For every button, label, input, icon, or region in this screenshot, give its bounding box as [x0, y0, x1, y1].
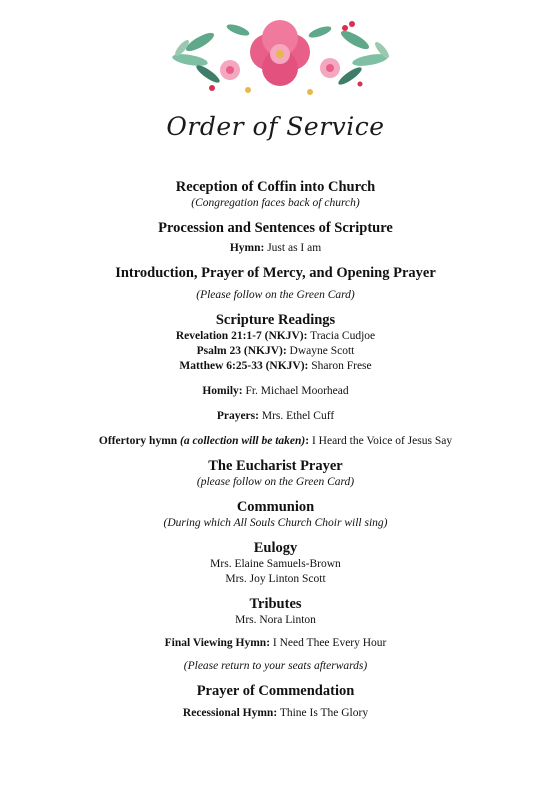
eulogy-name: Mrs. Joy Linton Scott [225, 573, 326, 585]
final-viewing-line [0, 636, 551, 651]
page-title: Order of Service [166, 112, 385, 141]
final-viewing-value: I Need Thee Every Hour [270, 637, 387, 649]
commendation-heading: Prayer of Commendation [196, 683, 355, 699]
homily-label: Homily: [202, 385, 243, 397]
prayers-line [0, 409, 551, 424]
reading-label: Revelation 21:1-7 (NKJV): [175, 330, 308, 342]
procession-heading: Procession and Sentences of Scripture [158, 220, 393, 236]
recessional-line [0, 706, 551, 721]
reading-label: Matthew 6:25-33 (NKJV): [179, 360, 309, 372]
procession-hymn [0, 241, 551, 256]
recessional-value: Thine Is The Glory [277, 707, 369, 719]
communion-note: (During which All Souls Church Choir will sing) [163, 517, 388, 529]
eulogy-heading: Eulogy [253, 540, 298, 556]
reading-reader: Tracia Cudjoe [307, 330, 376, 342]
reading-reader: Sharon Frese [308, 360, 372, 372]
scripture-heading: Scripture Readings [215, 312, 336, 328]
communion-heading: Communion [236, 499, 315, 515]
offertory-note: (a collection will be taken) [180, 435, 306, 447]
offertory-colon: : [305, 435, 310, 447]
eucharist-note: (please follow on the Green Card) [196, 476, 355, 488]
reading-2 [0, 344, 551, 359]
homily-value: Fr. Michael Moorhead [242, 385, 349, 397]
reading-reader: Dwayne Scott [286, 345, 355, 357]
hymn-value: Just as I am [264, 242, 322, 254]
hymn-label: Hymn: [229, 242, 265, 254]
homily-line [0, 384, 551, 399]
final-viewing-label: Final Viewing Hymn: [164, 637, 271, 649]
tributes-heading: Tributes [249, 596, 302, 612]
offertory-line [0, 434, 551, 449]
floral-decoration [160, 12, 400, 107]
introduction-heading: Introduction, Prayer of Mercy, and Opening Prayer [115, 265, 436, 281]
service-program [0, 178, 551, 721]
reading-label: Psalm 23 (NKJV): [196, 345, 287, 357]
tributes-name: Mrs. Nora Linton [235, 614, 316, 626]
offertory-label: Offertory hymn [98, 435, 181, 447]
reading-3 [0, 359, 551, 374]
prayers-value: Mrs. Ethel Cuff [258, 410, 335, 422]
reception-heading: Reception of Coffin into Church [175, 179, 376, 195]
offertory-value: I Heard the Voice of Jesus Say [309, 435, 453, 447]
reception-note: (Congregation faces back of church) [191, 197, 360, 209]
introduction-note: (Please follow on the Green Card) [196, 289, 355, 301]
prayers-label: Prayers: [216, 410, 259, 422]
eucharist-heading: The Eucharist Prayer [208, 458, 343, 474]
eulogy-name: Mrs. Elaine Samuels-Brown [210, 558, 341, 570]
recessional-label: Recessional Hymn: [182, 707, 278, 719]
reading-1 [0, 329, 551, 344]
final-viewing-note: (Please return to your seats afterwards) [183, 660, 368, 672]
